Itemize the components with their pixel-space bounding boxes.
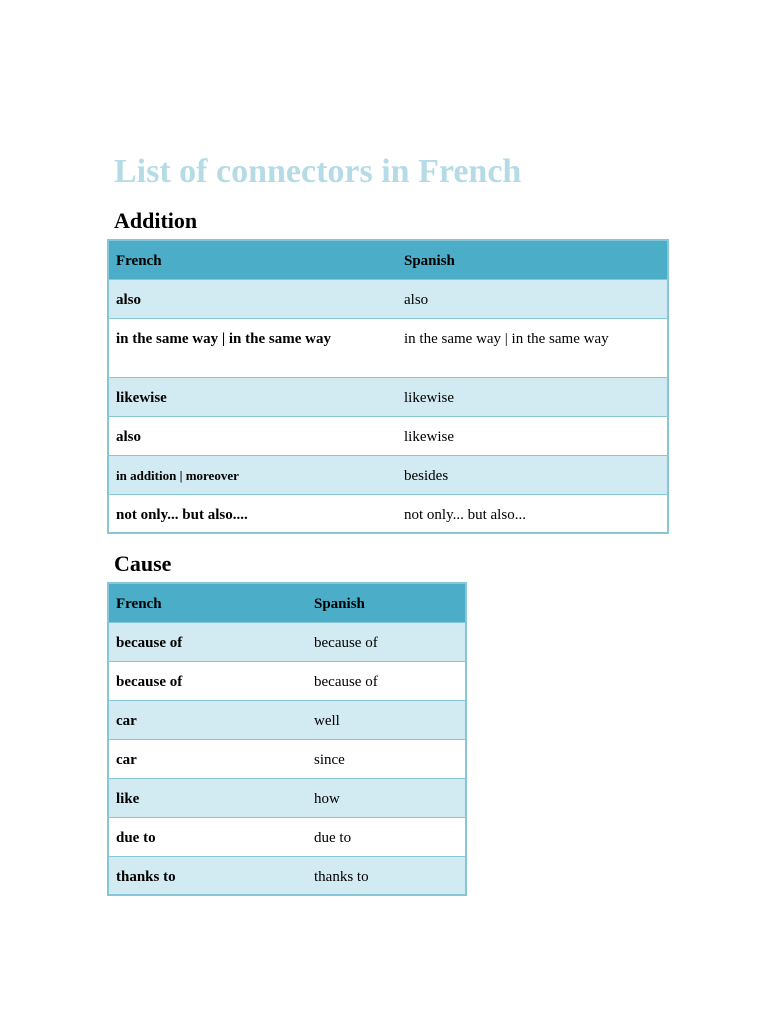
french-cell: because of	[108, 661, 307, 700]
spanish-cell: likewise	[397, 377, 668, 416]
addition-table	[107, 239, 669, 534]
spanish-cell: likewise	[397, 416, 668, 455]
table-row	[108, 494, 668, 533]
table-row	[108, 778, 466, 817]
table-row	[108, 661, 466, 700]
french-cell: thanks to	[108, 856, 307, 895]
french-cell: in the same way | in the same way	[108, 318, 397, 377]
spanish-cell: in the same way | in the same way	[397, 318, 668, 377]
french-cell: not only... but also....	[108, 494, 397, 533]
spanish-cell: not only... but also...	[397, 494, 668, 533]
french-cell: car	[108, 739, 307, 778]
page-title: List of connectors in French	[114, 153, 522, 190]
spanish-cell: how	[307, 778, 466, 817]
table-header-row	[108, 583, 466, 622]
table-header-row	[108, 240, 668, 279]
table-row	[108, 318, 668, 377]
french-cell: also	[108, 416, 397, 455]
table-row	[108, 622, 466, 661]
french-cell: likewise	[108, 377, 397, 416]
section-heading-addition: Addition	[114, 208, 198, 233]
spanish-cell: thanks to	[307, 856, 466, 895]
spanish-cell: also	[397, 279, 668, 318]
column-header-spanish: Spanish	[397, 240, 668, 279]
spanish-cell: because of	[307, 622, 466, 661]
table-row	[108, 739, 466, 778]
table-row	[108, 279, 668, 318]
french-cell: also	[108, 279, 397, 318]
column-header-french: French	[108, 240, 397, 279]
french-cell: because of	[108, 622, 307, 661]
spanish-cell: besides	[397, 455, 668, 494]
spanish-cell: because of	[307, 661, 466, 700]
section-heading-cause: Cause	[114, 551, 172, 576]
spanish-cell: since	[307, 739, 466, 778]
french-cell: in addition | moreover	[108, 455, 397, 494]
table-row	[108, 856, 466, 895]
column-header-french: French	[108, 583, 307, 622]
spanish-cell: well	[307, 700, 466, 739]
column-header-spanish: Spanish	[307, 583, 466, 622]
table-row	[108, 455, 668, 494]
french-cell: like	[108, 778, 307, 817]
spanish-cell: due to	[307, 817, 466, 856]
french-cell: car	[108, 700, 307, 739]
table-row	[108, 416, 668, 455]
cause-table	[107, 582, 467, 896]
french-cell: due to	[108, 817, 307, 856]
table-row	[108, 700, 466, 739]
table-row	[108, 817, 466, 856]
table-row	[108, 377, 668, 416]
